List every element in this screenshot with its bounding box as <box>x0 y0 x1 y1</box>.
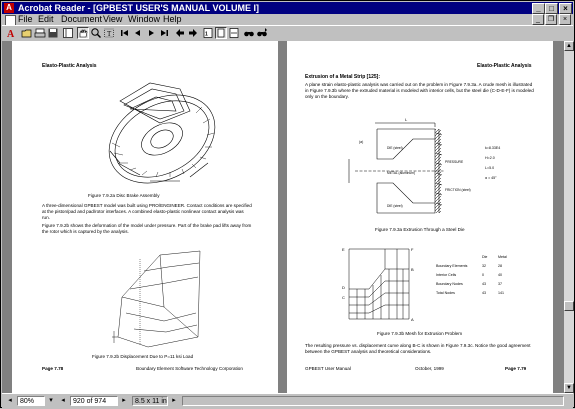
mesh-label-f: F <box>411 247 414 252</box>
diagram-label-L: L <box>405 117 408 122</box>
diagram-label-die-top: DIE (steel) <box>387 146 403 150</box>
right-section-title: Extrusion of a Metal Strip [125]: <box>305 74 381 80</box>
toolbar <box>2 25 573 42</box>
close-button[interactable]: × <box>559 3 572 14</box>
actual-size-icon[interactable] <box>202 27 214 39</box>
first-page-icon[interactable] <box>119 27 131 39</box>
menu-view[interactable]: View <box>103 14 123 24</box>
mesh-figure <box>339 241 419 326</box>
table-cell: Total Nodes <box>436 291 455 295</box>
fit-page-icon[interactable] <box>215 27 227 39</box>
menu-bar <box>2 14 573 25</box>
open-icon[interactable] <box>21 27 33 39</box>
table-cell: Interior Cells <box>436 273 457 277</box>
table-header-row <box>435 253 508 262</box>
left-fig-b-caption: Figure 7.9.2b Displacement Due to P=11 ksi Load <box>92 354 194 359</box>
right-footer-page: Page 7.79 <box>505 366 527 371</box>
prev-page-status-icon[interactable]: ◂ <box>61 397 65 404</box>
right-page-header: Elasto-Plastic Analysis <box>477 63 532 69</box>
maximize-button[interactable]: □ <box>545 3 558 14</box>
scroll-thumb[interactable] <box>564 301 574 311</box>
fit-width-icon[interactable] <box>228 27 240 39</box>
doc-restore-button[interactable]: ❐ <box>545 14 557 25</box>
table-row <box>435 262 508 271</box>
table-cell: 40 <box>498 273 502 277</box>
table-row <box>435 271 508 280</box>
table-header-cell: Die <box>482 255 488 259</box>
scroll-up-button[interactable]: ▲ <box>564 41 574 51</box>
diagram-param-k: k=8.33E4 <box>485 146 501 150</box>
right-footer-date: October, 1999 <box>415 366 444 371</box>
print-icon[interactable] <box>34 27 46 39</box>
table-header-cell <box>435 253 481 262</box>
left-footer-company: Boundary Element Software Technology Corporation <box>136 366 243 371</box>
menu-window[interactable]: Window <box>128 14 161 24</box>
title-bar <box>2 2 573 14</box>
diagram-param-h: H=2.0 <box>485 156 495 160</box>
menu-file[interactable]: File <box>18 14 33 24</box>
find-again-icon[interactable] <box>256 27 268 39</box>
svg-text:A: A <box>7 29 15 39</box>
table-row <box>435 280 508 289</box>
window-title: Acrobat Reader - [GPBEST USER'S MANUAL VOLUME I] <box>18 3 260 13</box>
zoom-field[interactable]: 80% <box>17 396 45 406</box>
element-count-table <box>435 253 508 298</box>
svg-text:T: T <box>107 30 112 38</box>
doc-minimize-button[interactable]: _ <box>532 14 544 25</box>
next-page-status-icon[interactable]: ▸ <box>122 397 126 404</box>
diagram-label-metal: METAL (aluminum) <box>387 171 416 175</box>
extrusion-diagram <box>335 113 525 223</box>
right-footer-left: GPBEST User Manual <box>305 366 351 371</box>
menu-help[interactable]: Help <box>163 14 182 24</box>
diagram-label-die-bottom: DIE (steel) <box>387 204 403 208</box>
table-header-cell: Metal <box>498 255 507 259</box>
hand-tool-icon[interactable] <box>77 27 89 39</box>
zoom-menu-icon[interactable]: ◂ <box>8 397 12 404</box>
show-bookmarks-icon[interactable] <box>62 27 74 39</box>
table-cell: 37 <box>498 282 502 286</box>
disc-brake-figure <box>90 71 240 191</box>
menu-document[interactable]: Document <box>61 14 103 24</box>
scroll-down-button[interactable]: ▼ <box>564 383 574 393</box>
diagram-param-alpha: α = 45° <box>485 176 497 180</box>
mesh-label-e: E <box>342 247 345 252</box>
table-cell: 43 <box>482 282 486 286</box>
mesh-label-d: D <box>342 285 345 290</box>
prev-page-icon[interactable] <box>132 27 144 39</box>
last-page-icon[interactable] <box>158 27 170 39</box>
table-cell: 141 <box>498 291 504 295</box>
table-cell: 0 <box>482 273 484 277</box>
left-page-header: Elasto-Plastic Analysis <box>42 63 97 69</box>
right-paragraph-1: A plane strain elasto-plastic analysis was carried out on the problem in Figure 7.9.3a. A crude mesh is illustrated in Figure 7.9.3b where the extruded material is modeled with interior cells, but the steel die (C-D-E-F) is modeled only on the boundary. <box>305 82 534 99</box>
go-forward-icon[interactable] <box>187 27 199 39</box>
select-text-icon[interactable] <box>103 27 115 39</box>
table-cell: 43 <box>482 291 486 295</box>
mesh-label-c: C <box>342 295 345 300</box>
menu-edit[interactable]: Edit <box>38 14 54 24</box>
next-page-icon[interactable] <box>145 27 157 39</box>
left-fig-a-caption: Figure 7.9.2a Disc Brake Assembly <box>88 193 160 198</box>
status-bar <box>2 393 573 409</box>
mesh-label-a: A <box>411 317 414 322</box>
page-indicator[interactable]: 920 of 974 <box>70 396 118 406</box>
diagram-label-a: (a) <box>359 140 364 144</box>
left-footer-page: Page 7.78 <box>42 366 64 371</box>
svg-text:1: 1 <box>205 31 208 38</box>
diagram-label-friction: FRICTION (steel) <box>445 188 471 192</box>
vertical-scrollbar[interactable] <box>564 41 574 393</box>
table-row <box>435 289 508 298</box>
zoom-tool-icon[interactable] <box>90 27 102 39</box>
page-size-arrow-icon[interactable]: ▸ <box>172 397 176 404</box>
diagram-label-pressure: PRESSURE <box>445 160 464 164</box>
right-paragraph-2: The resulting pressure vs. displacement curve along B-C is shown in Figure 7.9.3c. Notice the good agreement between the GPBEST analysis and theoretical considerations. <box>305 343 531 354</box>
table-cell: 32 <box>482 264 486 268</box>
left-paragraph-2: Figure 7.9.2b shows the deformation of the model under pressure. Part of the brake pad lifts away from the rotor which is captured by the analysis. <box>42 223 252 234</box>
table-cell: Boundary Elements <box>436 264 468 268</box>
mesh-label-b: B <box>411 267 414 272</box>
left-page <box>12 41 278 393</box>
right-fig-a-caption: Figure 7.9.3a Extrusion Through a Steel Die <box>375 227 465 232</box>
document-viewport[interactable] <box>2 41 564 393</box>
right-page <box>287 41 553 393</box>
minimize-button[interactable]: _ <box>532 3 545 14</box>
find-icon[interactable] <box>243 27 255 39</box>
acrobat-icon: A <box>4 3 14 13</box>
doc-close-button[interactable]: × <box>559 14 571 25</box>
horizontal-scrollbar[interactable] <box>182 396 564 406</box>
zoom-dropdown-icon[interactable]: ▾ <box>49 397 53 404</box>
displacement-figure <box>104 237 204 351</box>
table-cell: Boundary Nodes <box>436 282 463 286</box>
go-back-icon[interactable] <box>174 27 186 39</box>
diagram-param-l: L=5.0 <box>485 166 495 170</box>
save-icon[interactable] <box>47 27 59 39</box>
table-cell: 28 <box>498 264 502 268</box>
right-fig-b-caption: Figure 7.9.3b Mesh for Extrusion Problem <box>377 331 463 336</box>
left-paragraph-1: A three-dimensional GPBEST model was built using PRO/ENGINEER. Contact conditions are specified at the piston/pad and pad/rotor interfaces. A combined elasto-plastic nonlinear contact analysis was run. <box>42 203 252 220</box>
page-size-field: 8.5 x 11 in <box>132 396 168 406</box>
acrobat-logo-icon <box>5 27 17 39</box>
